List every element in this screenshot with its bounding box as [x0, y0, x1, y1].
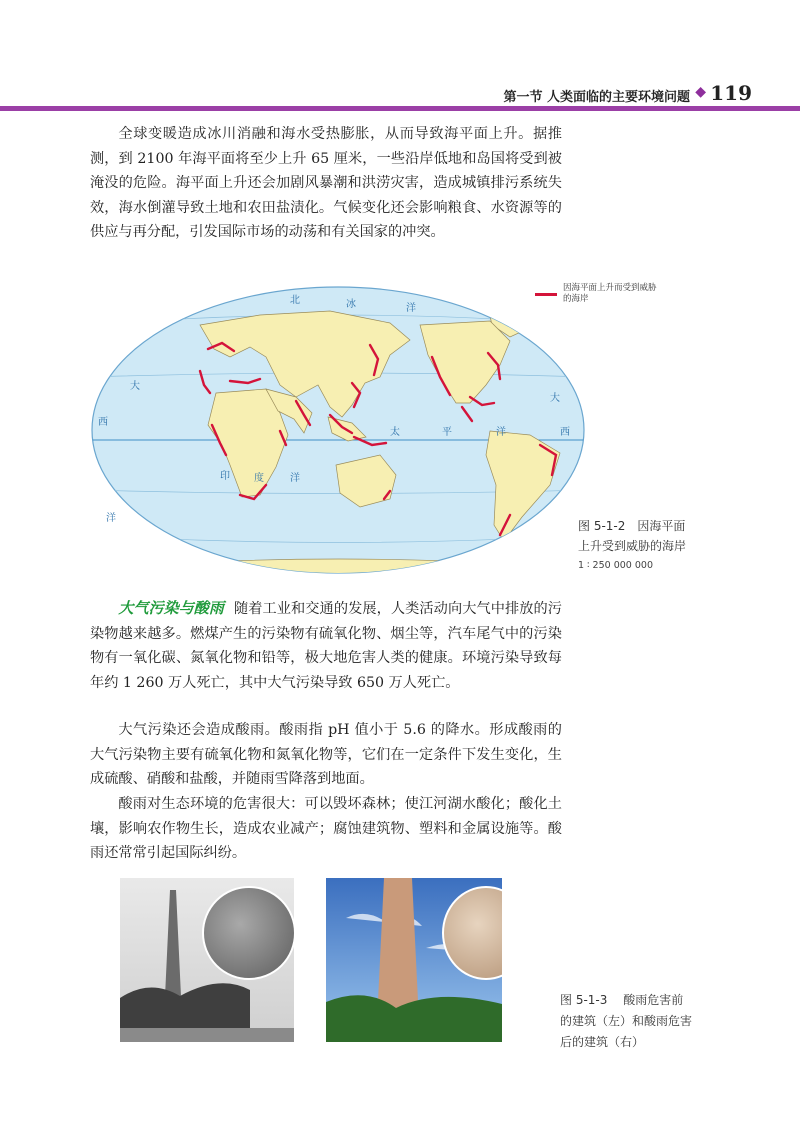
- caption-line: 图 5-1-2 因海平面: [578, 519, 686, 533]
- section-heading: 大气污染与酸雨: [118, 599, 224, 617]
- map-scale: 1 ∶ 250 000 000: [578, 560, 653, 571]
- legend-label: 因海平面上升而受到威胁的海岸: [563, 283, 657, 304]
- paragraph-acid-rain-definition: 大气污染还会造成酸雨。酸雨指 pH 值小于 5.6 的降水。形成酸雨的大气污染物主要有硫氧化物和氮氧化物等，它们在一定条件下发生变化，生成硫酸、硝酸和盐酸，并随雨雪降落到地面。: [90, 722, 562, 787]
- ocean-label: 太: [390, 427, 400, 438]
- photo-building-before-acid-rain: [120, 878, 294, 1042]
- legend-swatch-threatened-coast: [535, 293, 557, 296]
- ocean-label: 洋: [106, 513, 116, 524]
- paragraph-sea-level: 全球变暖造成冰川消融和海水受热膨胀，从而导致海平面上升。据推测，到 2100 年海平面将至少上升 65 厘米，一些沿岸低地和岛国将受到被淹没的危险。海平面上升还会加剧风暴潮和洪涝灾害，造成城镇排污系统失效，海水倒灌导致土地和农田盐渍化。气候变化还会影响粮食、水资源等的供应与再分配，引发国际市场的动荡和有关国家的冲突。: [90, 126, 562, 240]
- magnified-hieroglyphs-intact: [202, 886, 294, 980]
- caption-line: 的建筑（左）和酸雨危害: [560, 1014, 693, 1028]
- caption-line: 图 5-1-3 酸雨危害前: [560, 993, 684, 1007]
- paragraph-text: 随着工业和交通的发展，人类活动向大气中排放的污染物越来越多。燃煤产生的污染物有硫氧化物、烟尘等，汽车尾气中的污染物有一氧化碳、氮氧化物和铅等，极大地危害人类的健康。环境污染导致每年约 1 260 万人死亡，其中大气污染导致 650 万人死亡。: [90, 601, 562, 691]
- paragraph-air-pollution: [90, 596, 562, 695]
- figure-caption-map: [578, 516, 718, 576]
- caption-line: 上升受到威胁的海岸: [578, 539, 687, 553]
- paragraph-acid-rain-harm: 酸雨对生态环境的危害很大：可以毁坏森林；使江河湖水酸化；酸化土壤，影响农作物生长，造成农业减产；腐蚀建筑物、塑料和金属设施等。酸雨还常常引起国际纠纷。: [90, 796, 562, 861]
- ocean-label: 洋: [290, 473, 300, 484]
- chapter-section-title: 第一节 人类面临的主要环境问题: [503, 90, 690, 105]
- world-map: [90, 285, 586, 575]
- header-rule: [0, 106, 800, 111]
- diamond-icon: ◆: [695, 84, 706, 100]
- ocean-label: 北: [290, 295, 300, 306]
- caption-line: 后的建筑（右）: [560, 1035, 645, 1049]
- page-header: [0, 78, 800, 114]
- ocean-label: 洋: [496, 427, 506, 438]
- ocean-label: 西: [98, 417, 108, 428]
- photo-building-after-acid-rain: [326, 878, 502, 1042]
- landmass-antarctica: [150, 559, 530, 575]
- page-number: 119: [710, 81, 752, 105]
- ocean-label: 度: [254, 473, 264, 484]
- figure-caption-acid-rain: [560, 990, 730, 1053]
- ocean-label: 西: [560, 427, 570, 438]
- ocean-label: 冰: [346, 299, 356, 310]
- ocean-label: 平: [442, 427, 452, 438]
- ocean-label: 印: [220, 471, 230, 482]
- ocean-label: 大: [130, 381, 140, 392]
- ocean-label: 大: [550, 393, 560, 404]
- ocean-label: 洋: [406, 303, 416, 314]
